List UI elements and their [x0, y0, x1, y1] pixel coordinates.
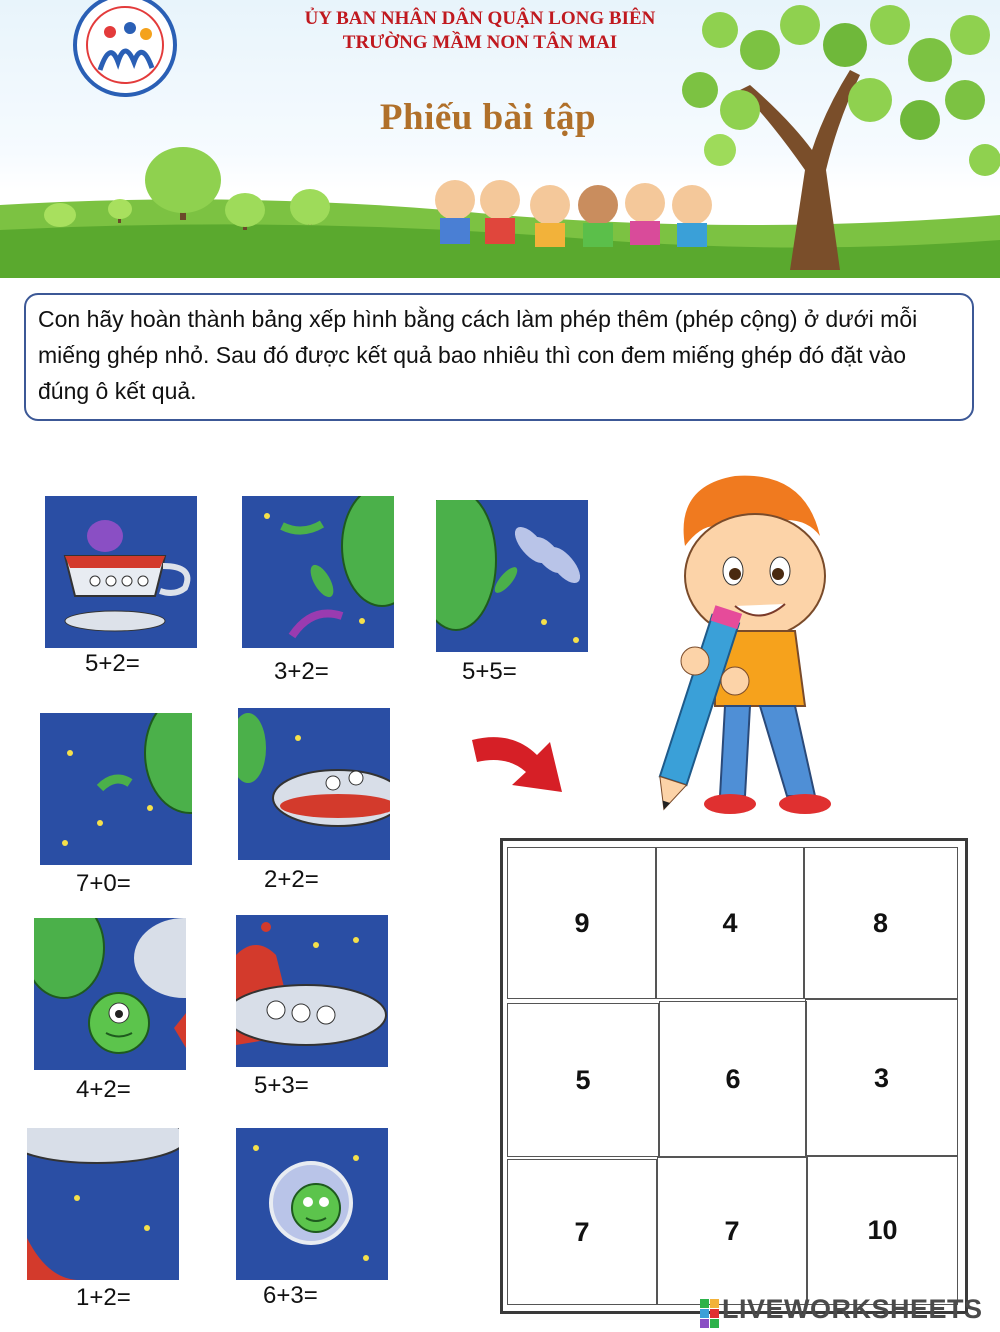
piece-expression: 2+2= — [264, 866, 319, 893]
org-line-2: TRƯỜNG MẦM NON TÂN MAI — [342, 32, 618, 53]
page-title: Phiếu bài tập — [379, 97, 597, 138]
puzzle-piece[interactable] — [34, 918, 186, 1070]
liveworksheets-watermark — [700, 1294, 1000, 1332]
piece-expression: 5+2= — [85, 650, 140, 677]
piece-expression: 5+5= — [462, 658, 517, 685]
header-banner — [0, 0, 1000, 278]
puzzle-piece[interactable] — [242, 496, 394, 648]
liveworksheets-logo-icon — [700, 1299, 720, 1329]
piece-expression: 1+2= — [76, 1284, 131, 1311]
puzzle-piece[interactable] — [27, 1128, 179, 1280]
piece-expression: 4+2= — [76, 1076, 131, 1103]
org-line-1: ỦY BAN NHÂN DÂN QUẬN LONG BIÊN — [304, 8, 656, 29]
piece-expression: 6+3= — [263, 1282, 318, 1309]
puzzle-piece[interactable] — [40, 713, 192, 865]
watermark-text: LIVEWORKSHEETS — [722, 1294, 983, 1324]
green-alien-image — [34, 918, 186, 1070]
piece-expression: 7+0= — [76, 870, 131, 897]
grid-cell[interactable]: 10 — [807, 1155, 958, 1305]
alien-helmet-image — [236, 1128, 388, 1280]
puzzle-piece[interactable] — [236, 1128, 388, 1280]
puzzle-piece[interactable] — [238, 708, 390, 860]
ufo-bottom-image — [27, 1128, 179, 1280]
puzzle-piece[interactable] — [45, 496, 197, 648]
grid-cell[interactable]: 8 — [803, 847, 958, 999]
grid-cell[interactable]: 7 — [657, 1157, 807, 1305]
grid-cell[interactable]: 5 — [507, 1003, 659, 1157]
red-arrow-icon — [462, 700, 592, 800]
grid-cell[interactable]: 9 — [507, 847, 657, 999]
instruction-box: Con hãy hoàn thành bảng xếp hình bằng cách làm phép thêm (phép cộng) ở dưới mỗi miếng ghép nhỏ. Sau đó được kết quả bao nhiêu thì con đem miếng ghép đó đặt vào đúng ô kết quả. — [24, 293, 974, 421]
grid-cell[interactable]: 3 — [805, 999, 958, 1157]
grid-cell[interactable]: 7 — [507, 1159, 657, 1305]
grid-cell[interactable]: 4 — [655, 847, 805, 999]
alien-ring-image — [436, 500, 588, 652]
stars-alien-hand-image — [40, 713, 192, 865]
teacup-ufo-image — [45, 496, 197, 648]
boy-with-pencil-illustration — [655, 466, 845, 828]
grid-cell[interactable]: 6 — [659, 1001, 807, 1157]
ufo-side-image — [238, 708, 390, 860]
puzzle-piece[interactable] — [236, 915, 388, 1067]
puzzle-piece[interactable] — [436, 500, 588, 652]
piece-expression: 5+3= — [254, 1072, 309, 1099]
answer-grid — [500, 838, 968, 1314]
ufo-windows-image — [236, 915, 388, 1067]
alien-arm-image — [242, 496, 394, 648]
piece-expression: 3+2= — [274, 658, 329, 685]
